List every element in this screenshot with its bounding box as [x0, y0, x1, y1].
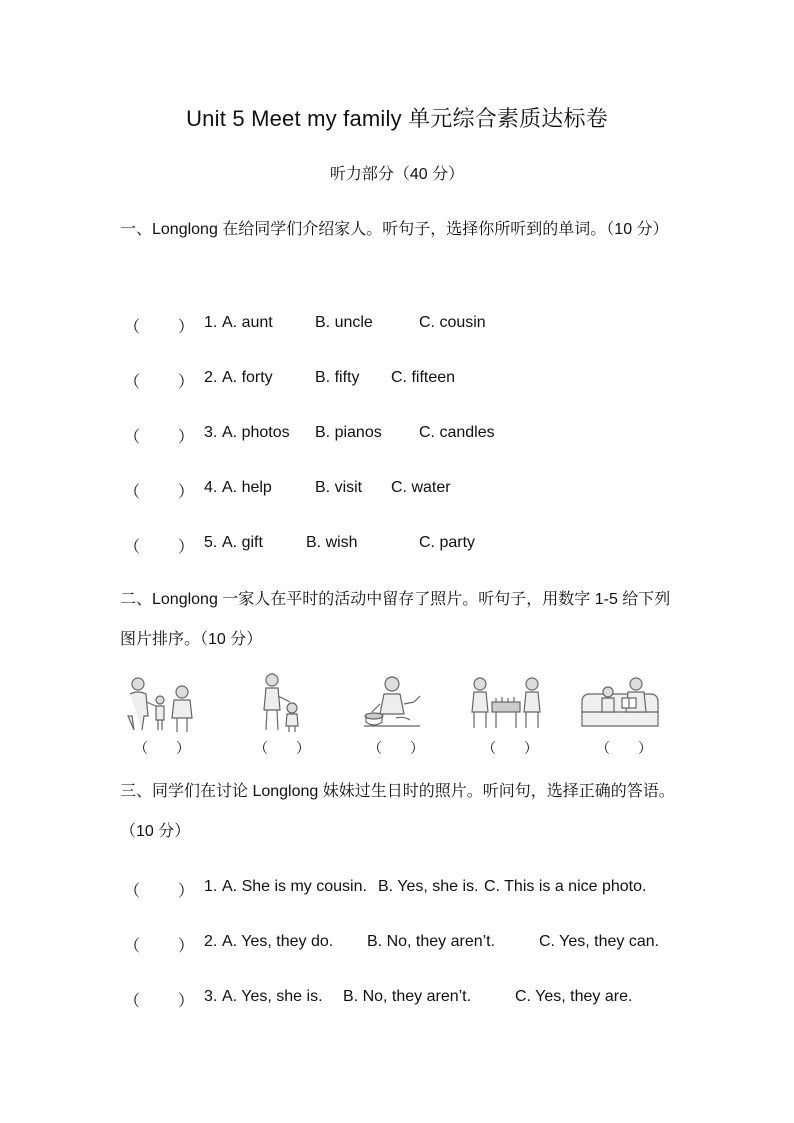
question-number: 5.: [204, 534, 218, 551]
answer-blank-close: ）: [638, 740, 652, 756]
option-b: B. pianos: [315, 424, 382, 441]
answer-blank-close: ）: [176, 740, 190, 756]
option-a: A. help: [222, 479, 272, 496]
option-a: A. She is my cousin.: [222, 878, 367, 895]
picture-5: [572, 672, 668, 762]
answer-blank-open[interactable]: （: [124, 883, 141, 900]
answer-blank-open[interactable]: （: [596, 740, 610, 756]
answer-blank-open[interactable]: （: [482, 740, 496, 756]
option-c: C. Yes, they can.: [539, 933, 660, 950]
option-c: C. This is a nice photo.: [484, 878, 647, 895]
option-b: B. No, they aren’t.: [367, 933, 496, 950]
picture-1: [110, 672, 206, 762]
option-a: A. Yes, she is.: [222, 988, 323, 1005]
answer-blank-open[interactable]: （: [124, 993, 141, 1010]
question-number: 4.: [204, 479, 218, 496]
answer-blank-close: ）: [296, 740, 310, 756]
question-number: 2.: [204, 369, 218, 386]
answer-blank-open[interactable]: （: [368, 740, 382, 756]
picture-4: [458, 672, 554, 762]
woman-cooking-icon: [350, 672, 434, 734]
answer-blank-open[interactable]: （: [124, 938, 141, 955]
option-b: B. Yes, she is.: [378, 878, 479, 895]
family-three-people-icon: [116, 672, 200, 734]
answer-blank-close: ）: [410, 740, 424, 756]
page-title: Unit 5 Meet my family 单元综合素质达标卷: [186, 106, 608, 131]
answer-blank-open[interactable]: （: [124, 429, 141, 446]
option-b: B. uncle: [315, 314, 373, 331]
option-c: C. fifteen: [391, 369, 456, 386]
option-a: A. aunt: [222, 314, 273, 331]
section3-heading: 三、同学们在讨论 Longlong 妹妹过生日时的照片。听问句，选择正确的答语。（10 分）: [120, 783, 675, 840]
question-number: 1.: [204, 314, 218, 331]
answer-blank-close: ）: [178, 883, 195, 900]
answer-blank-close: ）: [178, 938, 195, 955]
answer-blank-open[interactable]: （: [124, 484, 141, 501]
family-on-sofa-reading-icon: [578, 672, 662, 734]
answer-blank-close: ）: [178, 484, 195, 501]
option-a: A. gift: [222, 534, 263, 551]
option-a: A. Yes, they do.: [222, 933, 334, 950]
picture-row: [110, 672, 670, 762]
two-people-playing-chess-icon: [464, 672, 548, 734]
section1-heading: 一、Longlong 在给同学们介绍家人。听句子，选择你所听到的单词。（10 分）: [120, 221, 669, 238]
picture-3: [344, 672, 440, 762]
option-c: C. cousin: [419, 314, 486, 331]
question-number: 1.: [204, 878, 218, 895]
option-a: A. forty: [222, 369, 273, 386]
question-number: 3.: [204, 988, 218, 1005]
answer-blank-close: ）: [178, 993, 195, 1010]
option-b: B. wish: [306, 534, 358, 551]
answer-blank-close: ）: [178, 319, 195, 336]
option-b: B. No, they aren’t.: [343, 988, 472, 1005]
answer-blank-open[interactable]: （: [124, 539, 141, 556]
option-c: C. candles: [419, 424, 495, 441]
option-c: C. party: [419, 534, 476, 551]
option-a: A. photos: [222, 424, 290, 441]
picture-2: [230, 672, 326, 762]
answer-blank-close: ）: [524, 740, 538, 756]
answer-blank-open[interactable]: （: [124, 374, 141, 391]
option-b: B. fifty: [315, 369, 360, 386]
option-b: B. visit: [315, 479, 363, 496]
answer-blank-open[interactable]: （: [254, 740, 268, 756]
section2-heading: 二、Longlong 一家人在平时的活动中留存了照片。听句子，用数字 1-5 给下列图片排序。（10 分）: [120, 591, 671, 648]
question-number: 3.: [204, 424, 218, 441]
mother-and-child-icon: [236, 672, 320, 734]
answer-blank-close: ）: [178, 374, 195, 391]
question-number: 2.: [204, 933, 218, 950]
answer-blank-close: ）: [178, 539, 195, 556]
answer-blank-open[interactable]: （: [134, 740, 148, 756]
option-c: C. water: [391, 479, 451, 496]
option-c: C. Yes, they are.: [515, 988, 633, 1005]
answer-blank-close: ）: [178, 429, 195, 446]
answer-blank-open[interactable]: （: [124, 319, 141, 336]
page-subtitle: 听力部分（40 分）: [329, 166, 465, 183]
